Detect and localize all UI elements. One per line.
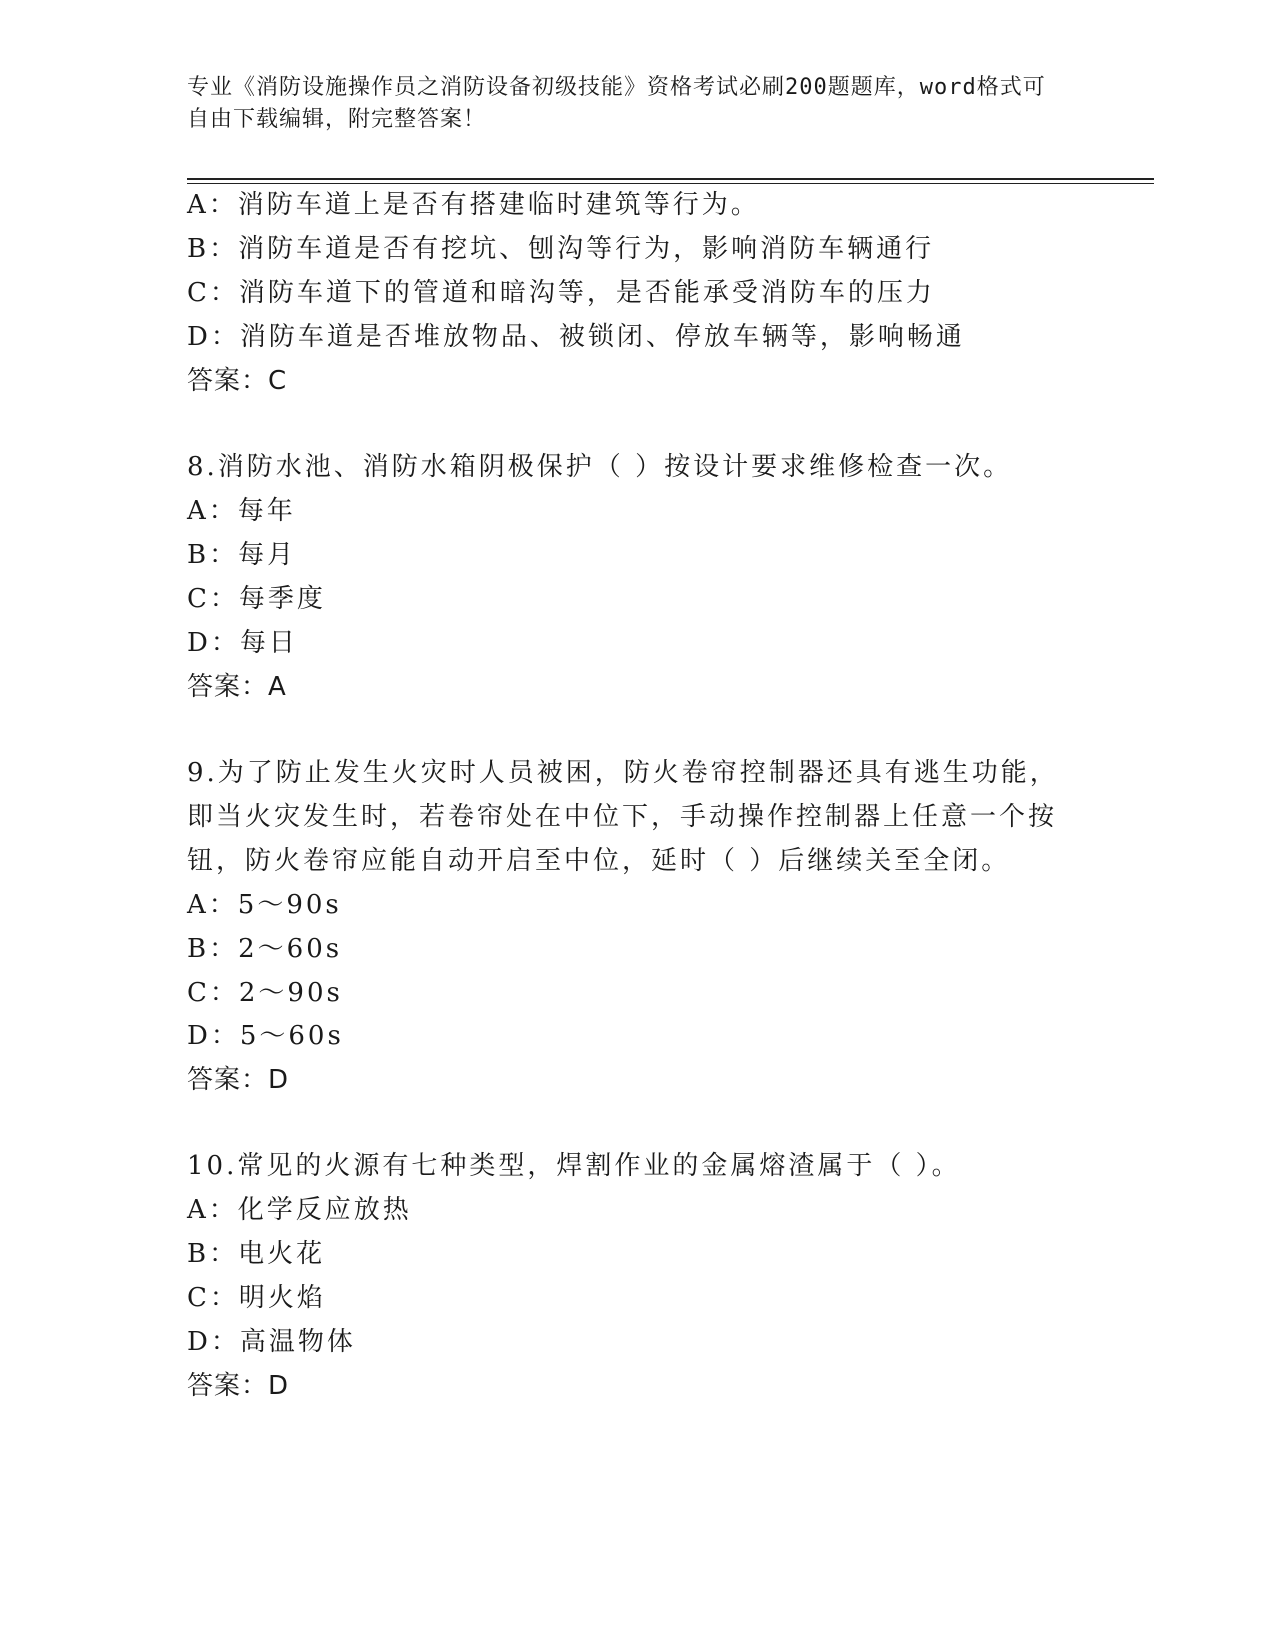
q9-option-d: D：5～60s [187,1021,344,1051]
q9-option-b: B：2～60s [187,934,343,964]
q10-answer: 答案：D [187,1371,290,1401]
q9-stem-line-2: 即当火灾发生时，若卷帘处在中位下，手动操作控制器上任意一个按 [187,802,1058,832]
q8-option-a: A：每年 [187,496,296,526]
q10-option-a: A：化学反应放热 [187,1195,412,1225]
q10-option-d: D：高温物体 [187,1327,356,1357]
q7-option-d: D：消防车道是否堆放物品、被锁闭、停放车辆等，影响畅通 [187,322,965,352]
header-divider-thick [187,178,1154,180]
header-divider-thin [187,183,1154,184]
q9-answer: 答案：D [187,1065,290,1095]
q10-stem: 10.常见的火源有七种类型，焊割作业的金属熔渣属于（ ）。 [187,1151,961,1181]
q7-option-c: C：消防车道下的管道和暗沟等，是否能承受消防车的压力 [187,278,935,308]
q9-stem-line-1: 9.为了防止发生火灾时人员被困，防火卷帘控制器还具有逃生功能， [187,758,1059,788]
q8-answer: 答案：A [187,672,287,702]
q8-stem: 8.消防水池、消防水箱阴极保护（ ）按设计要求维修检查一次。 [187,452,1013,482]
q10-option-b: B：电火花 [187,1239,326,1269]
q9-option-a: A：5～90s [187,890,342,920]
q8-option-d: D：每日 [187,628,298,658]
q10-option-c: C：明火焰 [187,1283,326,1313]
q7-option-b: B：消防车道是否有挖坑、刨沟等行为，影响消防车辆通行 [187,234,935,264]
document-header: 专业《消防设施操作员之消防设备初级技能》资格考试必刷200题题库，word格式可自由下载编辑，附完整答案！ [187,75,1046,132]
q7-option-a: A：消防车道上是否有搭建临时建筑等行为。 [187,190,760,220]
q9-stem-line-3: 钮，防火卷帘应能自动开启至中位，延时（ ）后继续关至全闭。 [187,846,1011,876]
q7-answer: 答案：C [187,366,288,396]
q9-option-c: C：2～90s [187,978,343,1008]
q8-option-c: C：每季度 [187,584,326,614]
q8-option-b: B：每月 [187,540,297,570]
